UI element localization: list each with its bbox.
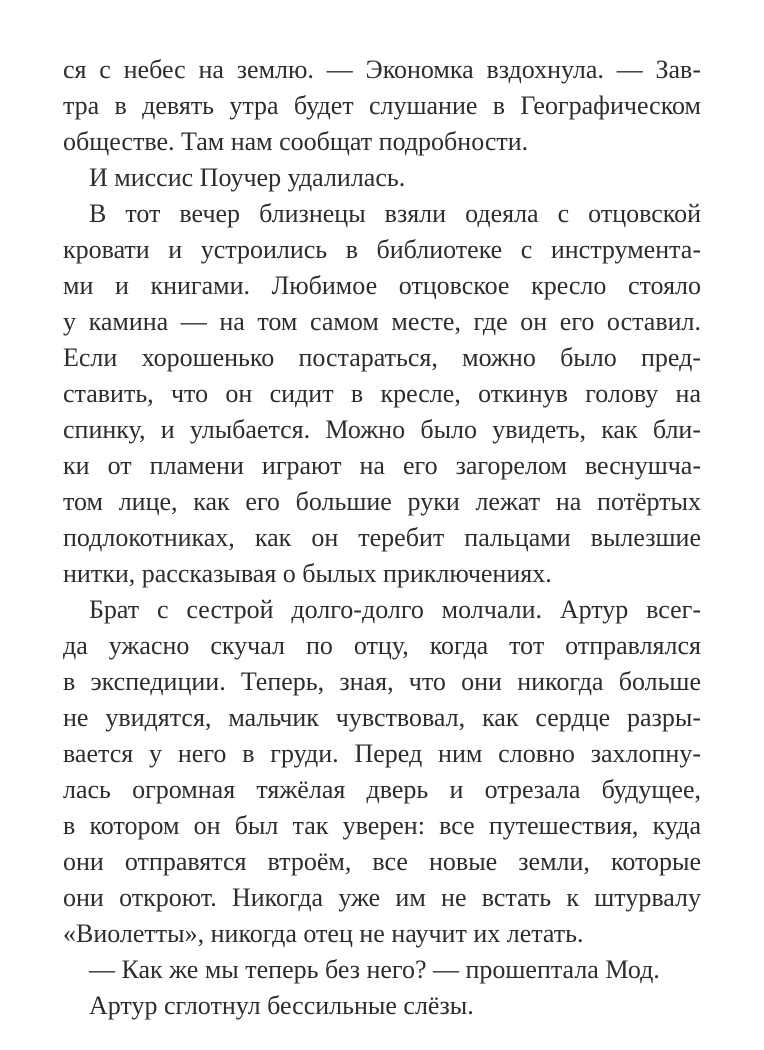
text-line: ми и книгами. Любимое отцовское кресло стояло: [63, 271, 701, 300]
text-line: в экспедиции. Теперь, зная, что они никогда больше: [63, 667, 701, 696]
text-line: в котором он был так уверен: все путешествия, куда: [63, 811, 701, 840]
text-line: обществе. Там нам сообщат подробности.: [63, 127, 529, 156]
text-line: В тот вечер близнецы взяли одеяла с отцовской: [89, 199, 701, 228]
text-line: ставить, что он сидит в кресле, откинув голову на: [63, 379, 701, 408]
text-line: тра в девять утра будет слушание в Географическом: [63, 91, 701, 120]
text-line: спинку, и улыбается. Можно было увидеть, как бли-: [63, 415, 701, 444]
text-line: ся с небес на землю. — Экономка вздохнула. — Зав-: [63, 55, 701, 84]
text-line: подлокотниках, как он теребит пальцами вылезшие: [63, 523, 701, 552]
text-line: лась огромная тяжёлая дверь и отрезала будущее,: [63, 775, 701, 804]
text-line: Артур сглотнул бессильные слёзы.: [89, 991, 474, 1020]
text-line: И миссис Поучер удалилась.: [89, 163, 406, 192]
text-line: нитки, рассказывая о былых приключениях.: [63, 559, 552, 588]
text-line: том лице, как его большие руки лежат на потёртых: [63, 487, 701, 516]
text-line: вается у него в груди. Перед ним словно захлопну-: [63, 739, 701, 768]
text-line: да ужасно скучал по отцу, когда тот отправлялся: [63, 631, 701, 660]
text-line: Брат с сестрой долго-долго молчали. Артур всег-: [89, 595, 701, 624]
text-line: не увидятся, мальчик чувствовал, как сердце разры-: [63, 703, 701, 732]
text-line: ки от пламени играют на его загорелом веснушча-: [63, 451, 701, 480]
text-line: — Как же мы теперь без него? — прошептала Мод.: [89, 955, 660, 984]
text-line: «Виолетты», никогда отец не научит их летать.: [63, 919, 584, 948]
text-line: кровати и устроились в библиотеке с инструмента-: [63, 235, 701, 264]
text-line: у камина — на том самом месте, где он его оставил.: [63, 307, 701, 336]
text-column: [63, 52, 701, 1024]
text-line: они откроют. Никогда уже им не встать к штурвалу: [63, 883, 701, 912]
text-line: Если хорошенько постараться, можно было пред-: [63, 343, 701, 372]
text-line: они отправятся втроём, все новые земли, которые: [63, 847, 701, 876]
